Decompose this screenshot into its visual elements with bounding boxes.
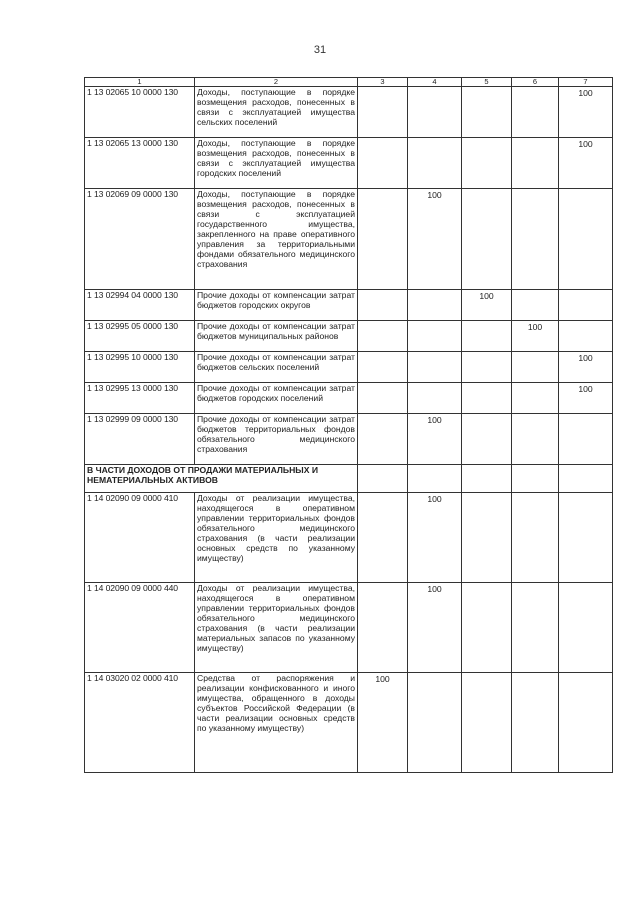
table-row	[85, 87, 613, 138]
column-header: 5	[462, 78, 512, 87]
income-description: Прочие доходы от компенсации затрат бюджетов городских поселений	[195, 383, 358, 414]
income-description: Средства от распоряжения и реализации конфискованного и иного имущества, обращенного в доходы субъектов Российской Федерации (в части реализации основных средств по указанному имуществу)	[195, 673, 358, 773]
income-code: 1 13 02994 04 0000 130	[85, 290, 195, 321]
table-row	[85, 189, 613, 290]
table-row	[85, 352, 613, 383]
norm-value: 100	[578, 353, 593, 363]
norm-value: 100	[427, 584, 442, 594]
income-description: Доходы, поступающие в порядке возмещения расходов, понесенных в связи с эксплуатацией государственного имущества, закрепленного на праве оперативного управления за территориальными фондами обязательного медицинского страхования	[195, 189, 358, 290]
table-row	[85, 414, 613, 465]
column-header: 3	[358, 78, 408, 87]
income-code: 1 13 02995 10 0000 130	[85, 352, 195, 383]
table-row	[85, 583, 613, 673]
norm-value: 100	[527, 322, 543, 332]
income-code: 1 13 02069 09 0000 130	[85, 189, 195, 290]
table-row	[85, 673, 613, 773]
section-header-row	[85, 465, 613, 493]
income-code: 1 13 02999 09 0000 130	[85, 414, 195, 465]
column-header: 7	[559, 78, 613, 87]
income-description: Доходы от реализации имущества, находящегося в оперативном управлении территориальных фондов обязательного медицинского страхования (в части реализации материальных запасов по указанному имуществу)	[195, 583, 358, 673]
income-code: 1 14 02090 09 0000 410	[85, 493, 195, 583]
norm-value: 100	[427, 415, 442, 425]
income-description: Доходы от реализации имущества, находящегося в оперативном управлении территориальных фондов обязательного медицинского страхования (в части реализации основных средств по указанному имуществу)	[195, 493, 358, 583]
column-header: 6	[512, 78, 559, 87]
table-row	[85, 138, 613, 189]
norm-value: 100	[578, 384, 593, 394]
section-title: В ЧАСТИ ДОХОДОВ ОТ ПРОДАЖИ МАТЕРИАЛЬНЫХ И НЕМАТЕРИАЛЬНЫХ АКТИВОВ	[85, 465, 358, 493]
column-header: 1	[85, 78, 195, 87]
income-code: 1 13 02065 13 0000 130	[85, 138, 195, 189]
norm-value: 100	[375, 674, 390, 684]
income-code: 1 14 03020 02 0000 410	[85, 673, 195, 773]
income-description: Прочие доходы от компенсации затрат бюджетов городских округов	[195, 290, 358, 321]
norm-value: 100	[578, 88, 593, 98]
income-description: Доходы, поступающие в порядке возмещения расходов, понесенных в связи с эксплуатацией имущества городских поселений	[195, 138, 358, 189]
table-row	[85, 383, 613, 414]
income-code: 1 14 02090 09 0000 440	[85, 583, 195, 673]
budget-classification-table	[84, 77, 613, 773]
page-number: 31	[313, 44, 327, 56]
income-code: 1 13 02995 05 0000 130	[85, 321, 195, 352]
income-code: 1 13 02065 10 0000 130	[85, 87, 195, 138]
table-row	[85, 493, 613, 583]
income-description: Прочие доходы от компенсации затрат бюджетов муниципальных районов	[195, 321, 358, 352]
norm-value: 100	[427, 494, 442, 504]
income-description: Доходы, поступающие в порядке возмещения расходов, понесенных в связи с эксплуатацией имущества сельских поселений	[195, 87, 358, 138]
column-number-header-row	[85, 78, 613, 87]
norm-value: 100	[427, 190, 442, 200]
income-description: Прочие доходы от компенсации затрат бюджетов территориальных фондов обязательного медицинского страхования	[195, 414, 358, 465]
norm-value: 100	[479, 291, 494, 301]
column-header: 4	[408, 78, 462, 87]
income-code: 1 13 02995 13 0000 130	[85, 383, 195, 414]
table-row	[85, 321, 613, 352]
norm-value: 100	[578, 139, 593, 149]
income-description: Прочие доходы от компенсации затрат бюджетов сельских поселений	[195, 352, 358, 383]
column-header: 2	[195, 78, 358, 87]
table-row	[85, 290, 613, 321]
